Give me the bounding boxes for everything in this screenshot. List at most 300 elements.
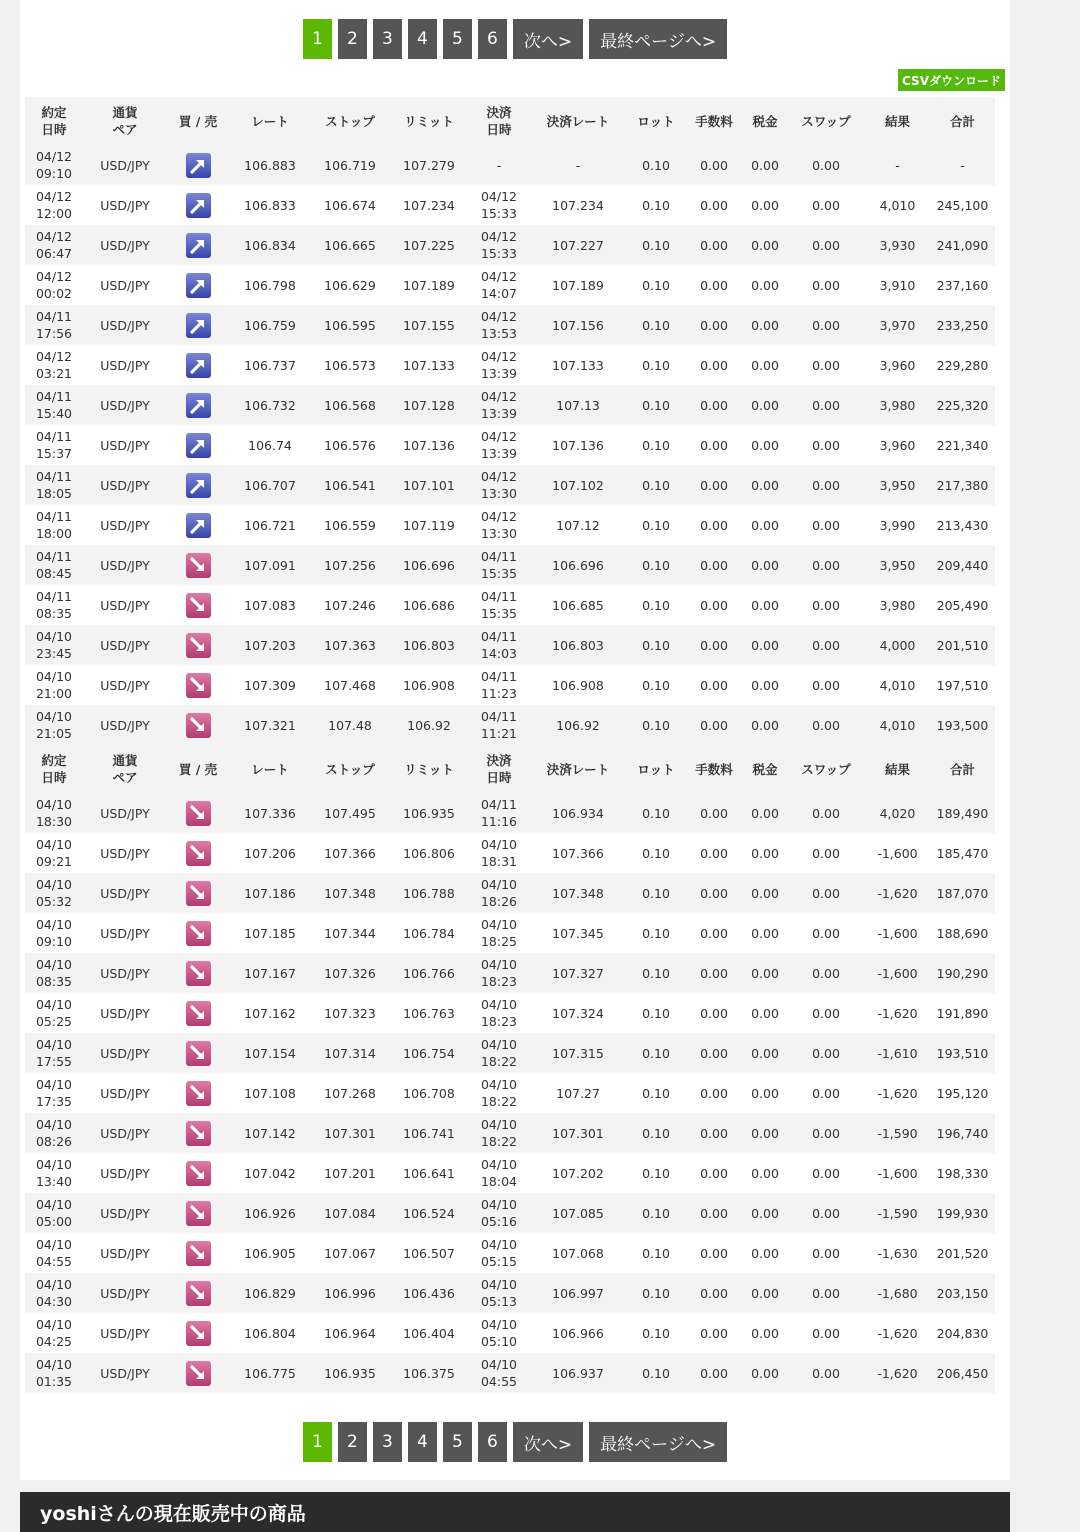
- close-datetime-cell: [469, 545, 529, 585]
- close-time: 13:39: [480, 366, 518, 381]
- result-cell: -1,620: [877, 1365, 918, 1381]
- header-label: 決済: [486, 105, 512, 120]
- currency-pair-cell: USD/JPY: [100, 517, 150, 533]
- close-date: 04/12: [480, 309, 518, 324]
- lot-cell: 0.10: [642, 517, 670, 533]
- fee-cell: 0.00: [700, 477, 728, 493]
- side-cell: [167, 913, 229, 953]
- csv-download-button[interactable]: CSVダウンロード: [898, 69, 1005, 91]
- close-date: 04/12: [480, 189, 518, 204]
- close-datetime-cell: [469, 1233, 529, 1273]
- currency-pair-cell: USD/JPY: [100, 277, 150, 293]
- entry-date: 04/12: [35, 189, 73, 204]
- header-label: ロット: [637, 113, 675, 129]
- header-entry-datetime: [25, 97, 83, 145]
- page-button-4[interactable]: 4: [408, 19, 437, 59]
- currency-pair-cell: USD/JPY: [100, 637, 150, 653]
- close-rate-cell: 106.92: [556, 717, 600, 733]
- result-cell: -1,590: [877, 1205, 918, 1221]
- total-cell: 195,120: [936, 1085, 989, 1101]
- side-cell: [167, 1273, 229, 1313]
- swap-cell: 0.00: [812, 157, 840, 173]
- total-cell: 199,930: [936, 1205, 989, 1221]
- header-label: 結果: [884, 113, 910, 129]
- close-rate-cell: 107.301: [552, 1125, 604, 1141]
- entry-date: 04/10: [35, 837, 73, 852]
- tax-cell: 0.00: [751, 925, 779, 941]
- close-datetime-cell: [469, 1033, 529, 1073]
- entry-date: 04/11: [35, 389, 73, 404]
- limit-cell: 106.641: [403, 1165, 455, 1181]
- entry-time: 05:25: [35, 1014, 73, 1029]
- header-close-rate: [529, 745, 627, 793]
- close-date: 04/12: [480, 269, 518, 284]
- header-rate: [229, 745, 311, 793]
- tax-cell: 0.00: [751, 597, 779, 613]
- header-label: ストップ: [325, 761, 375, 777]
- close-rate-cell: 107.156: [552, 317, 604, 333]
- page-button-2[interactable]: 2: [338, 19, 367, 59]
- close-datetime-cell: [469, 953, 529, 993]
- entry-datetime-cell: [25, 1033, 83, 1073]
- next-page-button[interactable]: 次へ>: [513, 1422, 583, 1462]
- total-cell: 201,520: [936, 1245, 989, 1261]
- buy-arrow-icon: [186, 393, 211, 418]
- close-time: 18:22: [480, 1054, 518, 1069]
- sell-arrow-icon: [186, 593, 211, 618]
- entry-time: 01:35: [35, 1374, 73, 1389]
- currency-pair-cell: USD/JPY: [100, 317, 150, 333]
- lot-cell: 0.10: [642, 477, 670, 493]
- close-time: 13:53: [480, 326, 518, 341]
- stop-cell: 106.568: [324, 397, 376, 413]
- entry-datetime-cell: [25, 793, 83, 833]
- header-label: 約定: [41, 753, 67, 768]
- header-label: 決済レート: [546, 761, 610, 777]
- lot-cell: 0.10: [642, 357, 670, 373]
- lot-cell: 0.10: [642, 237, 670, 253]
- total-cell: 197,510: [936, 677, 989, 693]
- entry-datetime-cell: [25, 1073, 83, 1113]
- entry-datetime-cell: [25, 1233, 83, 1273]
- page-button-5[interactable]: 5: [443, 1422, 472, 1462]
- close-datetime-cell: [469, 993, 529, 1033]
- entry-time: 09:21: [35, 854, 73, 869]
- table-row: [25, 833, 995, 873]
- entry-date: 04/10: [35, 1077, 73, 1092]
- close-date: 04/11: [480, 629, 518, 644]
- entry-datetime-cell: [25, 913, 83, 953]
- rate-cell: 106.775: [244, 1365, 296, 1381]
- buy-arrow-icon: [186, 193, 211, 218]
- rate-cell: 106.759: [244, 317, 296, 333]
- header-stop: [311, 745, 389, 793]
- limit-cell: 107.279: [403, 157, 455, 173]
- lot-cell: 0.10: [642, 557, 670, 573]
- close-rate-cell: 106.908: [552, 677, 604, 693]
- entry-time: 12:00: [35, 206, 73, 221]
- close-rate-cell: 107.315: [552, 1045, 604, 1061]
- side-cell: [167, 1193, 229, 1233]
- fee-cell: 0.00: [700, 805, 728, 821]
- fee-cell: 0.00: [700, 965, 728, 981]
- result-cell: 4,010: [879, 677, 916, 693]
- sell-arrow-icon: [186, 921, 211, 946]
- entry-datetime-cell: [25, 145, 83, 185]
- total-cell: 233,250: [936, 317, 989, 333]
- close-date: 04/12: [480, 469, 518, 484]
- tax-cell: 0.00: [751, 1325, 779, 1341]
- result-cell: 4,010: [879, 197, 916, 213]
- header-label: 通貨: [112, 753, 138, 768]
- close-date: 04/10: [480, 917, 518, 932]
- entry-date: 04/10: [35, 997, 73, 1012]
- lot-cell: 0.10: [642, 277, 670, 293]
- limit-cell: 106.741: [403, 1125, 455, 1141]
- last-page-button[interactable]: 最終ページへ>: [589, 1422, 727, 1462]
- rate-cell: 106.926: [244, 1205, 296, 1221]
- close-rate-cell: 107.12: [556, 517, 600, 533]
- entry-datetime-cell: [25, 505, 83, 545]
- close-rate-cell: 106.803: [552, 637, 604, 653]
- lot-cell: 0.10: [642, 717, 670, 733]
- currency-pair-cell: USD/JPY: [100, 1325, 150, 1341]
- swap-cell: 0.00: [812, 717, 840, 733]
- close-datetime-cell: [469, 873, 529, 913]
- total-cell: 187,070: [936, 885, 989, 901]
- limit-cell: 106.763: [403, 1005, 455, 1021]
- close-time: 18:31: [480, 854, 518, 869]
- limit-cell: 106.524: [403, 1205, 455, 1221]
- currency-pair-cell: USD/JPY: [100, 925, 150, 941]
- rate-cell: 107.154: [244, 1045, 296, 1061]
- total-cell: 198,330: [936, 1165, 989, 1181]
- rate-cell: 107.108: [244, 1085, 296, 1101]
- header-swap: [787, 745, 865, 793]
- stop-cell: 106.674: [324, 197, 376, 213]
- table-row: [25, 705, 995, 745]
- header-result: [865, 97, 930, 145]
- limit-cell: 106.803: [403, 637, 455, 653]
- page-button-1[interactable]: 1: [303, 1422, 332, 1462]
- entry-time: 08:35: [35, 606, 73, 621]
- entry-datetime-cell: [25, 993, 83, 1033]
- last-page-button[interactable]: 最終ページへ>: [589, 19, 727, 59]
- close-time: 15:33: [480, 246, 518, 261]
- close-datetime-cell: [469, 185, 529, 225]
- header-label: 通貨: [112, 105, 138, 120]
- close-rate-cell: 107.27: [556, 1085, 600, 1101]
- stop-cell: 107.268: [324, 1085, 376, 1101]
- table-row: [25, 225, 995, 265]
- header-total: [930, 745, 995, 793]
- swap-cell: 0.00: [812, 237, 840, 253]
- sell-arrow-icon: [186, 1001, 211, 1026]
- entry-time: 05:32: [35, 894, 73, 909]
- lot-cell: 0.10: [642, 845, 670, 861]
- limit-cell: 106.788: [403, 885, 455, 901]
- lot-cell: 0.10: [642, 1085, 670, 1101]
- rate-cell: 107.186: [244, 885, 296, 901]
- table-row: [25, 585, 995, 625]
- stop-cell: 107.48: [328, 717, 372, 733]
- close-time: 14:03: [480, 646, 518, 661]
- sell-arrow-icon: [186, 1281, 211, 1306]
- swap-cell: 0.00: [812, 397, 840, 413]
- entry-datetime-cell: [25, 1113, 83, 1153]
- fee-cell: 0.00: [700, 397, 728, 413]
- side-cell: [167, 345, 229, 385]
- close-date: 04/12: [480, 509, 518, 524]
- buy-arrow-icon: [186, 353, 211, 378]
- entry-datetime-cell: [25, 833, 83, 873]
- rate-cell: 107.091: [244, 557, 296, 573]
- close-rate-cell: 106.685: [552, 597, 604, 613]
- lot-cell: 0.10: [642, 1005, 670, 1021]
- total-cell: 241,090: [936, 237, 989, 253]
- entry-time: 18:30: [35, 814, 73, 829]
- limit-cell: 107.101: [403, 477, 455, 493]
- rate-cell: 106.804: [244, 1325, 296, 1341]
- rate-cell: 106.829: [244, 1285, 296, 1301]
- entry-time: 18:05: [35, 486, 73, 501]
- fee-cell: 0.00: [700, 557, 728, 573]
- close-time: 15:33: [480, 206, 518, 221]
- close-rate-cell: 107.133: [552, 357, 604, 373]
- header-currency-pair: [83, 745, 167, 793]
- stop-cell: 107.323: [324, 1005, 376, 1021]
- total-cell: 213,430: [936, 517, 989, 533]
- table-row: [25, 993, 995, 1033]
- rate-cell: 106.74: [248, 437, 292, 453]
- close-time: 14:07: [480, 286, 518, 301]
- sell-arrow-icon: [186, 841, 211, 866]
- entry-datetime-cell: [25, 1353, 83, 1393]
- limit-cell: 106.404: [403, 1325, 455, 1341]
- tax-cell: 0.00: [751, 317, 779, 333]
- lot-cell: 0.10: [642, 1285, 670, 1301]
- limit-cell: 107.155: [403, 317, 455, 333]
- stop-cell: 107.201: [324, 1165, 376, 1181]
- header-label: 買 / 売: [178, 113, 218, 129]
- close-time: 13:30: [480, 526, 518, 541]
- total-cell: 225,320: [936, 397, 989, 413]
- header-label: 日時: [41, 122, 67, 137]
- products-section-title: yoshiさんの現在販売中の商品: [40, 1503, 306, 1525]
- limit-cell: 107.128: [403, 397, 455, 413]
- total-cell: 201,510: [936, 637, 989, 653]
- close-datetime-cell: [469, 1353, 529, 1393]
- tax-cell: 0.00: [751, 717, 779, 733]
- sell-arrow-icon: [186, 1361, 211, 1386]
- fee-cell: 0.00: [700, 1165, 728, 1181]
- lot-cell: 0.10: [642, 437, 670, 453]
- limit-cell: 106.708: [403, 1085, 455, 1101]
- entry-time: 04:55: [35, 1254, 73, 1269]
- stop-cell: 106.559: [324, 517, 376, 533]
- close-datetime-cell: [469, 225, 529, 265]
- stop-cell: 107.344: [324, 925, 376, 941]
- stop-cell: 106.541: [324, 477, 376, 493]
- total-cell: 229,280: [936, 357, 989, 373]
- result-cell: 3,960: [879, 357, 916, 373]
- page-button-3[interactable]: 3: [373, 1422, 402, 1462]
- page-button-6[interactable]: 6: [478, 1422, 507, 1462]
- entry-time: 04:25: [35, 1334, 73, 1349]
- result-cell: 3,930: [879, 237, 916, 253]
- rate-cell: 107.083: [244, 597, 296, 613]
- sell-arrow-icon: [186, 633, 211, 658]
- swap-cell: 0.00: [812, 1005, 840, 1021]
- page-button-6[interactable]: 6: [478, 19, 507, 59]
- buy-arrow-icon: [186, 473, 211, 498]
- header-fee: [685, 745, 743, 793]
- fee-cell: 0.00: [700, 437, 728, 453]
- close-time: 18:23: [480, 974, 518, 989]
- entry-date: 04/11: [35, 429, 73, 444]
- lot-cell: 0.10: [642, 157, 670, 173]
- fee-cell: 0.00: [700, 197, 728, 213]
- swap-cell: 0.00: [812, 637, 840, 653]
- close-rate-cell: 107.13: [556, 397, 600, 413]
- header-total: [930, 97, 995, 145]
- header-label: 手数料: [695, 113, 733, 129]
- close-rate-cell: 107.136: [552, 437, 604, 453]
- close-rate-cell: 107.068: [552, 1245, 604, 1261]
- sell-arrow-icon: [186, 673, 211, 698]
- close-rate-cell: 107.324: [552, 1005, 604, 1021]
- side-cell: [167, 953, 229, 993]
- buy-arrow-icon: [186, 433, 211, 458]
- side-cell: [167, 505, 229, 545]
- stop-cell: 106.576: [324, 437, 376, 453]
- lot-cell: 0.10: [642, 805, 670, 821]
- fee-cell: 0.00: [700, 1005, 728, 1021]
- currency-pair-cell: USD/JPY: [100, 885, 150, 901]
- close-date: 04/10: [480, 997, 518, 1012]
- sell-arrow-icon: [186, 1161, 211, 1186]
- buy-arrow-icon: [186, 273, 211, 298]
- close-datetime-cell: [469, 793, 529, 833]
- side-cell: [167, 625, 229, 665]
- table-header-row: [25, 745, 995, 793]
- lot-cell: 0.10: [642, 637, 670, 653]
- sell-arrow-icon: [186, 1121, 211, 1146]
- header-label: 約定: [41, 105, 67, 120]
- total-cell: 237,160: [936, 277, 989, 293]
- stop-cell: 106.595: [324, 317, 376, 333]
- stop-cell: 106.719: [324, 157, 376, 173]
- close-date: 04/10: [480, 1197, 518, 1212]
- result-cell: -1,680: [877, 1285, 918, 1301]
- sell-arrow-icon: [186, 553, 211, 578]
- total-cell: 221,340: [936, 437, 989, 453]
- close-datetime-cell: [469, 385, 529, 425]
- stop-cell: 107.468: [324, 677, 376, 693]
- rate-cell: 106.834: [244, 237, 296, 253]
- currency-pair-cell: USD/JPY: [100, 557, 150, 573]
- close-datetime-cell: [469, 913, 529, 953]
- tax-cell: 0.00: [751, 885, 779, 901]
- tax-cell: 0.00: [751, 965, 779, 981]
- tax-cell: 0.00: [751, 357, 779, 373]
- side-cell: [167, 1113, 229, 1153]
- result-cell: 4,020: [879, 805, 916, 821]
- header-label: 日時: [41, 770, 67, 785]
- entry-time: 17:56: [35, 326, 73, 341]
- result-cell: -1,620: [877, 1325, 918, 1341]
- page-button-5[interactable]: 5: [443, 19, 472, 59]
- side-cell: [167, 465, 229, 505]
- entry-time: 15:40: [35, 406, 73, 421]
- result-cell: 4,010: [879, 717, 916, 733]
- page-button-2[interactable]: 2: [338, 1422, 367, 1462]
- tax-cell: 0.00: [751, 1045, 779, 1061]
- close-rate-cell: 106.937: [552, 1365, 604, 1381]
- currency-pair-cell: USD/JPY: [100, 1365, 150, 1381]
- header-swap: [787, 97, 865, 145]
- lot-cell: 0.10: [642, 965, 670, 981]
- stop-cell: 107.084: [324, 1205, 376, 1221]
- header-label: 税金: [752, 113, 778, 129]
- total-cell: 188,690: [936, 925, 989, 941]
- close-date: 04/10: [480, 1157, 518, 1172]
- close-rate-cell: 107.366: [552, 845, 604, 861]
- close-date: 04/10: [480, 837, 518, 852]
- stop-cell: 106.964: [324, 1325, 376, 1341]
- lot-cell: 0.10: [642, 1365, 670, 1381]
- entry-time: 09:10: [35, 166, 73, 181]
- header-close-datetime: [469, 97, 529, 145]
- header-label: 税金: [752, 761, 778, 777]
- result-cell: -1,590: [877, 1125, 918, 1141]
- table-row: [25, 953, 995, 993]
- entry-date: 04/10: [35, 797, 73, 812]
- table-row: [25, 625, 995, 665]
- page-button-3[interactable]: 3: [373, 19, 402, 59]
- close-date: 04/12: [480, 229, 518, 244]
- close-time: 05:16: [480, 1214, 518, 1229]
- close-rate-cell: 107.234: [552, 197, 604, 213]
- table-row: [25, 305, 995, 345]
- side-cell: [167, 1233, 229, 1273]
- swap-cell: 0.00: [812, 1285, 840, 1301]
- page-button-4[interactable]: 4: [408, 1422, 437, 1462]
- buy-arrow-icon: [186, 313, 211, 338]
- limit-cell: 106.696: [403, 557, 455, 573]
- side-cell: [167, 225, 229, 265]
- close-time: 15:35: [480, 606, 518, 621]
- next-page-button[interactable]: 次へ>: [513, 19, 583, 59]
- entry-time: 15:37: [35, 446, 73, 461]
- fee-cell: 0.00: [700, 277, 728, 293]
- page-button-1[interactable]: 1: [303, 19, 332, 59]
- header-label: 決済レート: [546, 113, 610, 129]
- limit-cell: 106.92: [407, 717, 451, 733]
- side-cell: [167, 793, 229, 833]
- currency-pair-cell: USD/JPY: [100, 1245, 150, 1261]
- table-row: [25, 665, 995, 705]
- close-datetime-cell: [469, 1313, 529, 1353]
- tax-cell: 0.00: [751, 1245, 779, 1261]
- header-buy-sell: [167, 745, 229, 793]
- trade-history-table: [25, 97, 995, 1393]
- fee-cell: 0.00: [700, 1125, 728, 1141]
- side-cell: [167, 305, 229, 345]
- close-time: 05:13: [480, 1294, 518, 1309]
- close-time: 11:21: [480, 726, 518, 741]
- currency-pair-cell: USD/JPY: [100, 965, 150, 981]
